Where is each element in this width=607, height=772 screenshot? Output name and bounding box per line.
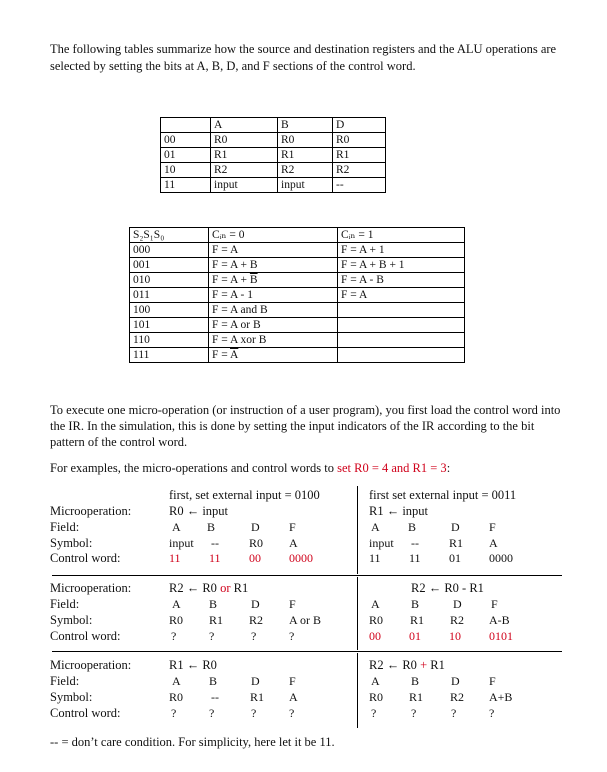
table-cell bbox=[338, 333, 465, 348]
table-cell: 010 bbox=[130, 273, 209, 288]
table-header-row bbox=[130, 228, 465, 243]
cell-text: F = A and B bbox=[212, 304, 268, 316]
cell-text: F = A or B bbox=[212, 319, 261, 331]
table-cell: R2 bbox=[211, 163, 278, 178]
cw-d: ? bbox=[451, 706, 457, 720]
example1-right-title: first set external input = 0011 bbox=[369, 488, 517, 502]
symbol-f: A+B bbox=[489, 690, 513, 704]
cw-b: ? bbox=[209, 706, 215, 720]
cw-a: 11 bbox=[169, 551, 181, 565]
field-a: A bbox=[172, 520, 181, 534]
alu-operation-table bbox=[129, 227, 465, 363]
table-cell: Cᵢₙ = 0 bbox=[209, 228, 338, 243]
field-f: F bbox=[489, 520, 496, 534]
overline-operand: $\overline{B}$ bbox=[249, 274, 258, 286]
table-cell: 000 bbox=[130, 243, 209, 258]
symbol-a: R0 bbox=[169, 690, 184, 704]
table-cell bbox=[209, 348, 338, 363]
field-label: Field: bbox=[50, 674, 80, 688]
control-word-label: Control word: bbox=[50, 629, 121, 643]
microop-text: R2 ← R0 bbox=[169, 581, 221, 595]
examples-intro-text: For examples, the micro-operations and control words to bbox=[50, 461, 338, 475]
example-column-divider bbox=[357, 577, 358, 650]
symbol-b: R1 bbox=[410, 613, 425, 627]
table-cell: 011 bbox=[130, 288, 209, 303]
table-cell bbox=[209, 288, 338, 303]
example2-right-microop: R2 ← R0 - R1 bbox=[411, 581, 484, 595]
field-d: D bbox=[453, 597, 462, 611]
field-label: Field: bbox=[50, 597, 80, 611]
table-row bbox=[130, 303, 465, 318]
table-cell: R0 bbox=[278, 133, 333, 148]
table-cell bbox=[338, 348, 465, 363]
field-label: Field: bbox=[50, 520, 80, 534]
table-cell: input bbox=[278, 178, 333, 193]
cell-text: F = A + bbox=[212, 274, 250, 286]
microop-operator: or bbox=[220, 581, 231, 595]
symbol-d: R0 bbox=[249, 536, 264, 550]
examples-goal-highlight: set R0 = 4 and R1 = 3 bbox=[337, 461, 447, 475]
table-cell bbox=[209, 258, 338, 273]
example-column-divider bbox=[357, 653, 358, 728]
symbol-b: R1 bbox=[409, 690, 424, 704]
symbol-a: input bbox=[169, 536, 194, 550]
table-row bbox=[161, 148, 386, 163]
table-cell: R1 bbox=[278, 148, 333, 163]
overline-operand: $\overline{A}$ bbox=[230, 349, 239, 361]
symbol-d: R1 bbox=[250, 690, 265, 704]
symbol-d: R1 bbox=[449, 536, 464, 550]
table-cell: 01 bbox=[161, 148, 211, 163]
symbol-label: Symbol: bbox=[50, 613, 93, 627]
cw-b: 11 bbox=[409, 551, 421, 565]
symbol-a: R0 bbox=[369, 690, 384, 704]
field-f: F bbox=[289, 597, 296, 611]
microop-text: R2 ← R0 bbox=[369, 658, 421, 672]
cell-text: F = A bbox=[212, 244, 239, 256]
symbol-b: -- bbox=[211, 690, 219, 704]
cw-f: ? bbox=[289, 629, 295, 643]
table-row bbox=[130, 333, 465, 348]
table-cell: 11 bbox=[161, 178, 211, 193]
cw-a: 00 bbox=[369, 629, 381, 643]
table-cell bbox=[209, 243, 338, 258]
table-row bbox=[161, 163, 386, 178]
table-cell: 10 bbox=[161, 163, 211, 178]
symbol-a: input bbox=[369, 536, 394, 550]
cell-text: F = bbox=[212, 349, 230, 361]
table-cell: R1 bbox=[211, 148, 278, 163]
field-f: F bbox=[289, 674, 296, 688]
cw-d: ? bbox=[251, 706, 257, 720]
table-cell: A bbox=[211, 118, 278, 133]
table-cell: R2 bbox=[278, 163, 333, 178]
table-cell bbox=[209, 318, 338, 333]
table-cell bbox=[209, 273, 338, 288]
examples-intro-colon: : bbox=[446, 461, 451, 475]
cw-a: ? bbox=[171, 706, 177, 720]
symbol-a: R0 bbox=[169, 613, 184, 627]
example-divider bbox=[52, 651, 562, 652]
cw-d: ? bbox=[251, 629, 257, 643]
cw-a: 11 bbox=[369, 551, 381, 565]
dont-care-footnote: -- = don’t care condition. For simplicity, here let it be 11. bbox=[50, 735, 335, 749]
control-word-label: Control word: bbox=[50, 706, 121, 720]
symbol-b: -- bbox=[411, 536, 419, 550]
microop-text: R1 bbox=[230, 581, 249, 595]
microoperation-label: Microoperation: bbox=[50, 658, 132, 672]
register-select-table bbox=[160, 117, 386, 193]
symbol-f: A or B bbox=[289, 613, 322, 627]
table-row bbox=[130, 318, 465, 333]
cw-b: ? bbox=[209, 629, 215, 643]
cw-a: ? bbox=[371, 706, 377, 720]
microoperation-label: Microoperation: bbox=[50, 504, 132, 518]
table-cell bbox=[209, 333, 338, 348]
microoperation-label: Microoperation: bbox=[50, 581, 132, 595]
field-f: F bbox=[489, 674, 496, 688]
field-d: D bbox=[451, 520, 460, 534]
ir-load-paragraph: To execute one micro-operation (or instruction of a user program), you first load the control word into the IR. In the simulation, this is done by setting the input indicators of the IR according to the bit pattern of the control word. bbox=[50, 403, 561, 449]
field-b: B bbox=[411, 597, 420, 611]
field-a: A bbox=[371, 597, 380, 611]
field-a: A bbox=[371, 674, 380, 688]
table-cell bbox=[209, 303, 338, 318]
table-cell: 001 bbox=[130, 258, 209, 273]
table-cell: Cᵢₙ = 1 bbox=[338, 228, 465, 243]
cw-f: 0000 bbox=[289, 551, 313, 565]
table-cell: 101 bbox=[130, 318, 209, 333]
table-cell: D bbox=[333, 118, 386, 133]
symbol-label: Symbol: bbox=[50, 690, 93, 704]
field-b: B bbox=[207, 520, 216, 534]
table-cell: 111 bbox=[130, 348, 209, 363]
symbol-label: Symbol: bbox=[50, 536, 93, 550]
table-row bbox=[161, 133, 386, 148]
table-cell: R2 bbox=[333, 163, 386, 178]
example1-left-microop: R0 ← input bbox=[169, 504, 229, 518]
table-cell: F = A + 1 bbox=[338, 243, 465, 258]
field-f: F bbox=[289, 520, 296, 534]
table-row bbox=[161, 178, 386, 193]
symbol-b: R1 bbox=[209, 613, 224, 627]
symbol-d: R2 bbox=[249, 613, 264, 627]
table-cell: F = A + B + 1 bbox=[338, 258, 465, 273]
table-row bbox=[130, 258, 465, 273]
cw-f: 0101 bbox=[489, 629, 513, 643]
symbol-f: A bbox=[289, 536, 298, 550]
field-d: D bbox=[251, 597, 260, 611]
table-cell: 00 bbox=[161, 133, 211, 148]
field-d: D bbox=[451, 674, 460, 688]
cw-d: 00 bbox=[249, 551, 261, 565]
symbol-b: -- bbox=[211, 536, 219, 550]
table-row bbox=[130, 348, 465, 363]
table-cell: S₂S₁S₀ bbox=[130, 228, 209, 243]
symbol-f: A-B bbox=[489, 613, 510, 627]
field-a: A bbox=[172, 597, 181, 611]
field-d: D bbox=[251, 674, 260, 688]
example3-left-microop: R1 ← R0 bbox=[169, 658, 217, 672]
example-divider bbox=[52, 575, 562, 576]
control-word-label: Control word: bbox=[50, 551, 121, 565]
example2-left-microop bbox=[169, 581, 248, 596]
field-a: A bbox=[371, 520, 380, 534]
cell-text: F = A - 1 bbox=[212, 289, 253, 301]
table-cell: B bbox=[278, 118, 333, 133]
table-cell: R1 bbox=[333, 148, 386, 163]
cw-f: ? bbox=[289, 706, 295, 720]
table-cell bbox=[161, 118, 211, 133]
table-cell: input bbox=[211, 178, 278, 193]
table-row bbox=[130, 243, 465, 258]
cw-b: 11 bbox=[209, 551, 221, 565]
table-header-row bbox=[161, 118, 386, 133]
symbol-f: A bbox=[489, 536, 498, 550]
table-cell: -- bbox=[333, 178, 386, 193]
field-b: B bbox=[408, 520, 417, 534]
cell-text: F = A xor B bbox=[212, 334, 267, 346]
symbol-f: A bbox=[289, 690, 298, 704]
examples-intro-paragraph bbox=[50, 460, 565, 476]
table-cell: R0 bbox=[333, 133, 386, 148]
field-b: B bbox=[411, 674, 420, 688]
table-cell: 110 bbox=[130, 333, 209, 348]
microop-text: R1 bbox=[427, 658, 445, 672]
cw-a: ? bbox=[171, 629, 177, 643]
symbol-d: R2 bbox=[450, 613, 465, 627]
symbol-d: R2 bbox=[450, 690, 465, 704]
example-column-divider bbox=[357, 486, 358, 574]
table-row bbox=[130, 273, 465, 288]
table-cell: R0 bbox=[211, 133, 278, 148]
cw-b: 01 bbox=[409, 629, 421, 643]
example1-left-title: first, set external input = 0100 bbox=[169, 488, 320, 502]
field-a: A bbox=[172, 674, 181, 688]
field-f: F bbox=[491, 597, 498, 611]
cell-text: F = A + B bbox=[212, 259, 258, 271]
cw-f: 0000 bbox=[489, 551, 513, 565]
table-row bbox=[130, 288, 465, 303]
table-cell: F = A bbox=[338, 288, 465, 303]
table-cell: 100 bbox=[130, 303, 209, 318]
field-b: B bbox=[209, 674, 218, 688]
example3-right-microop bbox=[369, 658, 445, 673]
field-d: D bbox=[251, 520, 260, 534]
table-cell bbox=[338, 318, 465, 333]
table-cell: F = A - B bbox=[338, 273, 465, 288]
field-b: B bbox=[209, 597, 218, 611]
microop-operator: + bbox=[420, 658, 428, 672]
table-cell bbox=[338, 303, 465, 318]
cw-d: 10 bbox=[449, 629, 461, 643]
example1-right-microop: R1 ← input bbox=[369, 504, 429, 518]
cw-b: ? bbox=[411, 706, 417, 720]
symbol-a: R0 bbox=[369, 613, 384, 627]
cw-f: ? bbox=[489, 706, 495, 720]
intro-paragraph: The following tables summarize how the source and destination registers and the ALU operations are selected by setting the bits at A, B, D, and F sections of the control word. bbox=[50, 42, 557, 73]
cw-d: 01 bbox=[449, 551, 461, 565]
